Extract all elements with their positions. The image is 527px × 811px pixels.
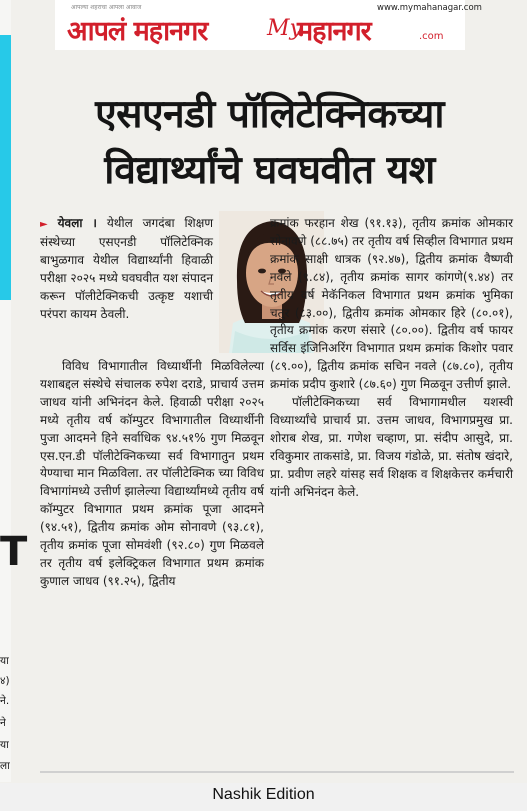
left-fragment: ने. (0, 695, 10, 707)
masthead-tagline: आपल्या शहराचा आपला आवाज (71, 4, 142, 11)
masthead-name-script: My (267, 16, 302, 41)
adjacent-ad-cyan (0, 35, 11, 300)
masthead-domain: .com (419, 31, 444, 42)
article-column-1-top (40, 215, 213, 323)
masthead-url: www.mymahanagar.com (377, 3, 482, 13)
masthead-name-right: महानगर (297, 16, 371, 47)
dateline-arrow-icon: ► (40, 219, 48, 230)
left-fragment: या (0, 739, 9, 751)
left-fragment: ने (0, 717, 6, 729)
headline-line-1: एसएनडी पॉलिटेक्निकच्या (95, 92, 444, 137)
headline-line-2: विद्यार्थ्यांचे घवघवीत यश (104, 148, 435, 193)
article-closing-paragraph: पॉलीटेक्निकच्या सर्व विभागामधील यशस्वी विध्यार्थ्यांचे प्राचार्य प्रा. उत्तम जाधव, विभागप्रमुख प्रा. शोराब शेख, प्रा. गणेश चव्हाण, प्रा. संदीप आसुदे, प्रा. रविकुमार ताकसांडे, प्रा. विजय गंडोळे, प्रा. संतोष खंदारे, प्रा. प्रवीण लहरे यांसह सर्व शिक्षक व शिक्षकेत्तर कर्मचारी यांनी अभिनंदन केले. (270, 395, 513, 499)
article-column-2 (270, 215, 513, 502)
article-column-1-bottom (40, 358, 264, 591)
left-fragment: ला (0, 760, 10, 772)
left-fragment: ४) (0, 675, 10, 687)
bottom-divider (40, 771, 514, 773)
article-lead-text: येथील जगदंबा शिक्षण संस्थेच्या एसएनडी पॉलिटेक्निक बाभुळगाव येथील विद्यार्थ्यांनी हिवाळी परीक्षा २०२५ मध्ये घवघवीत यश संपादन करून पॉलीटेक्निकची उत्कृष्ट यशाची परंपरा कायम ठेवली. (40, 216, 213, 321)
edition-caption: Nashik Edition (212, 786, 315, 803)
left-fragment: या (0, 655, 9, 667)
newspaper-masthead (55, 0, 482, 50)
dateline-separator: । (92, 216, 97, 230)
dateline: येवला (57, 216, 83, 230)
article-continuation: क्रमांक फरहान शेख (९१.१३), तृतीय क्रमांक ओमकार सोनावणे (८८.७५) तर तृतीय वर्ष सिव्हील विभागात प्रथम क्रमांक साक्षी धात्रक (९२.४७), द्वितीय क्रमांक वैष्णवी नवले (९.८४), तृतीय क्रमांक सागर कांगणे(९.४४) तर तृतीय वर्ष मेकॅनिकल विभागात प्रथम क्रमांक भुमिका चतुर (८३.००), द्वितीय क्रमांक ओमकार हिरे (८०.०१), तृतीय क्रमांक करण संसारे (८०.००). द्वितीय वर्ष फायर सर्विस इंजिनिअरिंग विभागात प्रथम क्रमांक किशोर पवार (८९.००), द्वितीय क्रमांक सचिन नवले (८७.८०), तृतीय क्रमांक प्रदीप कुशारे (८७.६०) गुण मिळवून उत्तीर्ण झाले. (270, 216, 513, 392)
article-paragraph-2: विविध विभागातील विध्यार्थीनी मिळविलेल्या यशाबद्दल संस्थेचे संचालक रुपेश दराडे, प्राचार्य उत्तम जाधव यांनी अभिनंदन केले. हिवाळी परीक्षा २०२५ मध्ये तृतीय वर्ष कॉम्पुटर विभागातील विध्यार्थीनी पुजा आदमने हिने सर्वाधिक ९४.५१% गुण मिळवून एस.एन.डी पॉलीटेक्निकच्या सर्व विभागातुन प्रथम येण्याचा मान मिळविला. तर पॉलीटेक्निक च्या विविध विभागांमध्ये उत्तीर्ण झालेल्या विद्यार्थ्यांमध्ये तृतीय वर्ष कॉम्पुटर विभागात प्रथम क्रमांक पूजा आदमने (९४.५१), द्वितीय क्रमांक ओम सोनावणे (९३.८१), तृतीय क्रमांक पूजा सोमवंशी (९२.८०) गुण मिळवले तर तृतीय वर्ष इलेक्ट्रिकल विभागात प्रथम क्रमांक कुणाल जाधव (९१.२५), द्वितीय (40, 359, 264, 588)
left-fragment: T (0, 529, 28, 575)
masthead-name-left: आपलं महानगर (67, 16, 208, 47)
